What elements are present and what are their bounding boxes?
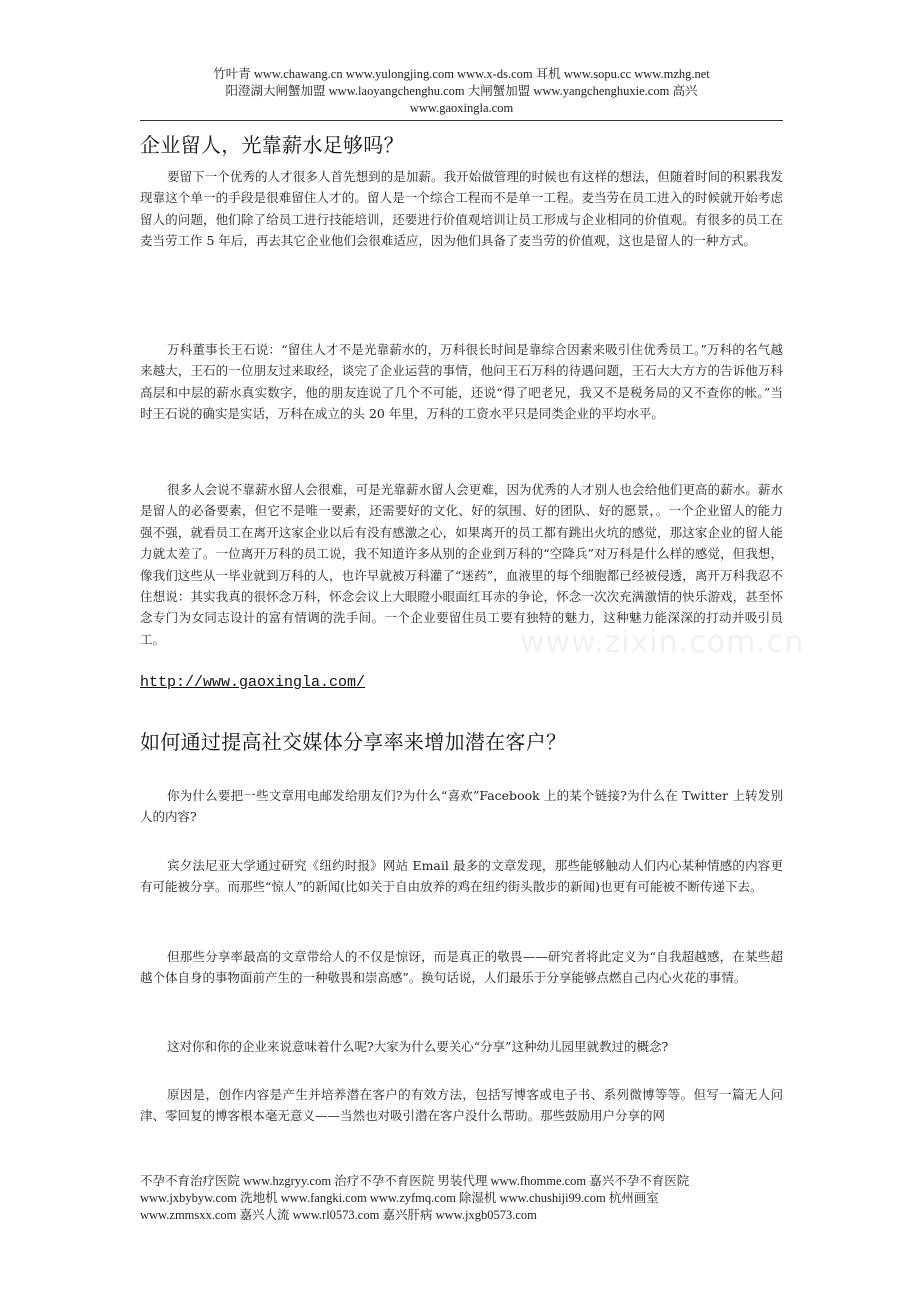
article-2-p1-block [140,785,783,828]
page-footer [140,1173,783,1224]
article-2-p2-block [140,855,783,898]
article-2-title: 如何通过提高社交媒体分享率来增加潜在客户？ [140,730,567,754]
article-2-p4-block [140,1036,783,1057]
footer-line-1: 不孕不育治疗医院 www.hzgryy.com 治疗不孕不育医院 男装代理 www.fhomme.com 嘉兴不孕不育医院 [140,1174,690,1188]
article-1-title: 企业留人，光靠薪水足够吗？ [140,133,404,157]
header-line-3: www.gaoxingla.com [409,101,514,115]
source-link[interactable]: http://www.gaoxingla.com/ [140,674,366,691]
article-2-title-block [140,729,783,755]
article-1-paragraph: 很多人会说不靠薪水留人会很难，可是光靠薪水留人会更难，因为优秀的人才别人也会给他们更高的薪水。薪水是留人的必备要素，但它不是唯一要素，还需要好的文化、好的氛围、好的团队、好的愿景，。一个企业留人的能力强不强，就看员工在离开这家企业以后有没有感激之心，如果离开的员工都有跳出火坑的感觉，那这家企业的留人能力就太差了。一位离开万科的员工说，我不知道许多从别的企业到万科的“空降兵”对万科是什么样的感觉，但我想，像我们这些从一毕业就到万科的人，也许早就被万科灌了“迷药”，血液里的每个细胞都已经被侵透，离开万科我忍不住想说：其实我真的很怀念万科，怀念会议上大眼瞪小眼面红耳赤的争论，怀念一次次充满激情的快乐游戏，甚至怀念专门为女同志设计的富有情调的洗手间。一个企业要留住员工要有独特的魅力，这种魅力能深深的打动并吸引员工。 [140,482,783,647]
article-2-paragraph: 宾夕法尼亚大学通过研究《纽约时报》网站 Email 最多的文章发现，那些能够触动人们内心某种情感的内容更有可能被分享。而那些“惊人”的新闻(比如关于自由放养的鸡在纽约街头散步的新闻)也更有可能被不断传递下去。 [140,858,783,895]
article-1-p1-block [140,166,783,252]
footer-line-3: www.zmmsxx.com 嘉兴人流 www.rl0573.com 嘉兴肝病 www.jxgb0573.com [140,1208,537,1222]
watermark: www.zixin.com.cn [520,625,805,660]
article-1-p2-block [140,339,783,425]
article-2-paragraph: 但那些分享率最高的文章带给人的不仅是惊讶，而是真正的敬畏——研究者将此定义为“自我超越感，在某些超越个体自身的事物面前产生的一种敬畏和崇高感”。换句话说，人们最乐于分享能够点燃自己内心火花的事情。 [140,949,783,986]
article-2-p3-block [140,946,783,989]
article-2-paragraph: 这对你和你的企业来说意味着什么呢?大家为什么要关心“分享”这种幼儿园里就教过的概念? [167,1039,669,1054]
article-1-link-block [140,671,783,693]
article-2-p5-block [140,1084,783,1127]
header-divider [140,120,783,121]
header-line-1: 竹叶青 www.chawang.cn www.yulongjing.com www.x-ds.com 耳机 www.sopu.cc www.mzhg.net [213,67,710,81]
footer-line-2: www.jxbybyw.com 洗地机 www.fangki.com www.zyfmq.com 除湿机 www.chushiji99.com 杭州画室 [140,1191,659,1205]
article-1-paragraph: 万科董事长王石说：“留住人才不是光靠薪水的，万科很长时间是靠综合因素来吸引住优秀员工。”万科的名气越来越大，王石的一位朋友过来取经，谈完了企业运营的事情，他问王石万科的待遇问题，王石大大方方的告诉他万科高层和中层的薪水真实数字，他的朋友连说了几个不可能，还说“得了吧老兄，我又不是税务局的又不查你的帐。”当时王石说的确实是实话，万科在成立的头 20 年里，万科的工资水平只是同类企业的平均水平。 [140,342,783,422]
article-2-paragraph: 你为什么要把一些文章用电邮发给朋友们?为什么“喜欢”Facebook 上的某个链接?为什么在 Twitter 上转发别人的内容? [140,788,783,825]
header-line-2: 阳澄湖大闸蟹加盟 www.laoyangchenghu.com 大闸蟹加盟 www.yangchenghuxie.com 高兴 [225,84,698,98]
article-1-title-block [140,132,783,158]
article-1-p3-block [140,479,783,650]
article-1-paragraph: 要留下一个优秀的人才很多人首先想到的是加薪。我开始做管理的时候也有这样的想法，但随着时间的积累我发现靠这个单一的手段是很难留住人才的。留人是一个综合工程而不是单一工程。麦当劳在员工进入的时候就开始考虑留人的问题，他们除了给员工进行技能培训，还要进行价值观培训让员工形成与企业相同的价值观。有很多的员工在麦当劳工作 5 年后，再去其它企业他们会很难适应，因为他们具备了麦当劳的价值观，这也是留人的一种方式。 [140,169,783,249]
page-header [140,66,783,117]
article-2-paragraph: 原因是，创作内容是产生并培养潜在客户的有效方法，包括写博客或电子书、系列微博等等。但写一篇无人问津、零回复的博客根本毫无意义——当然也对吸引潜在客户没什么帮助。那些鼓励用户分享的网 [140,1087,783,1124]
